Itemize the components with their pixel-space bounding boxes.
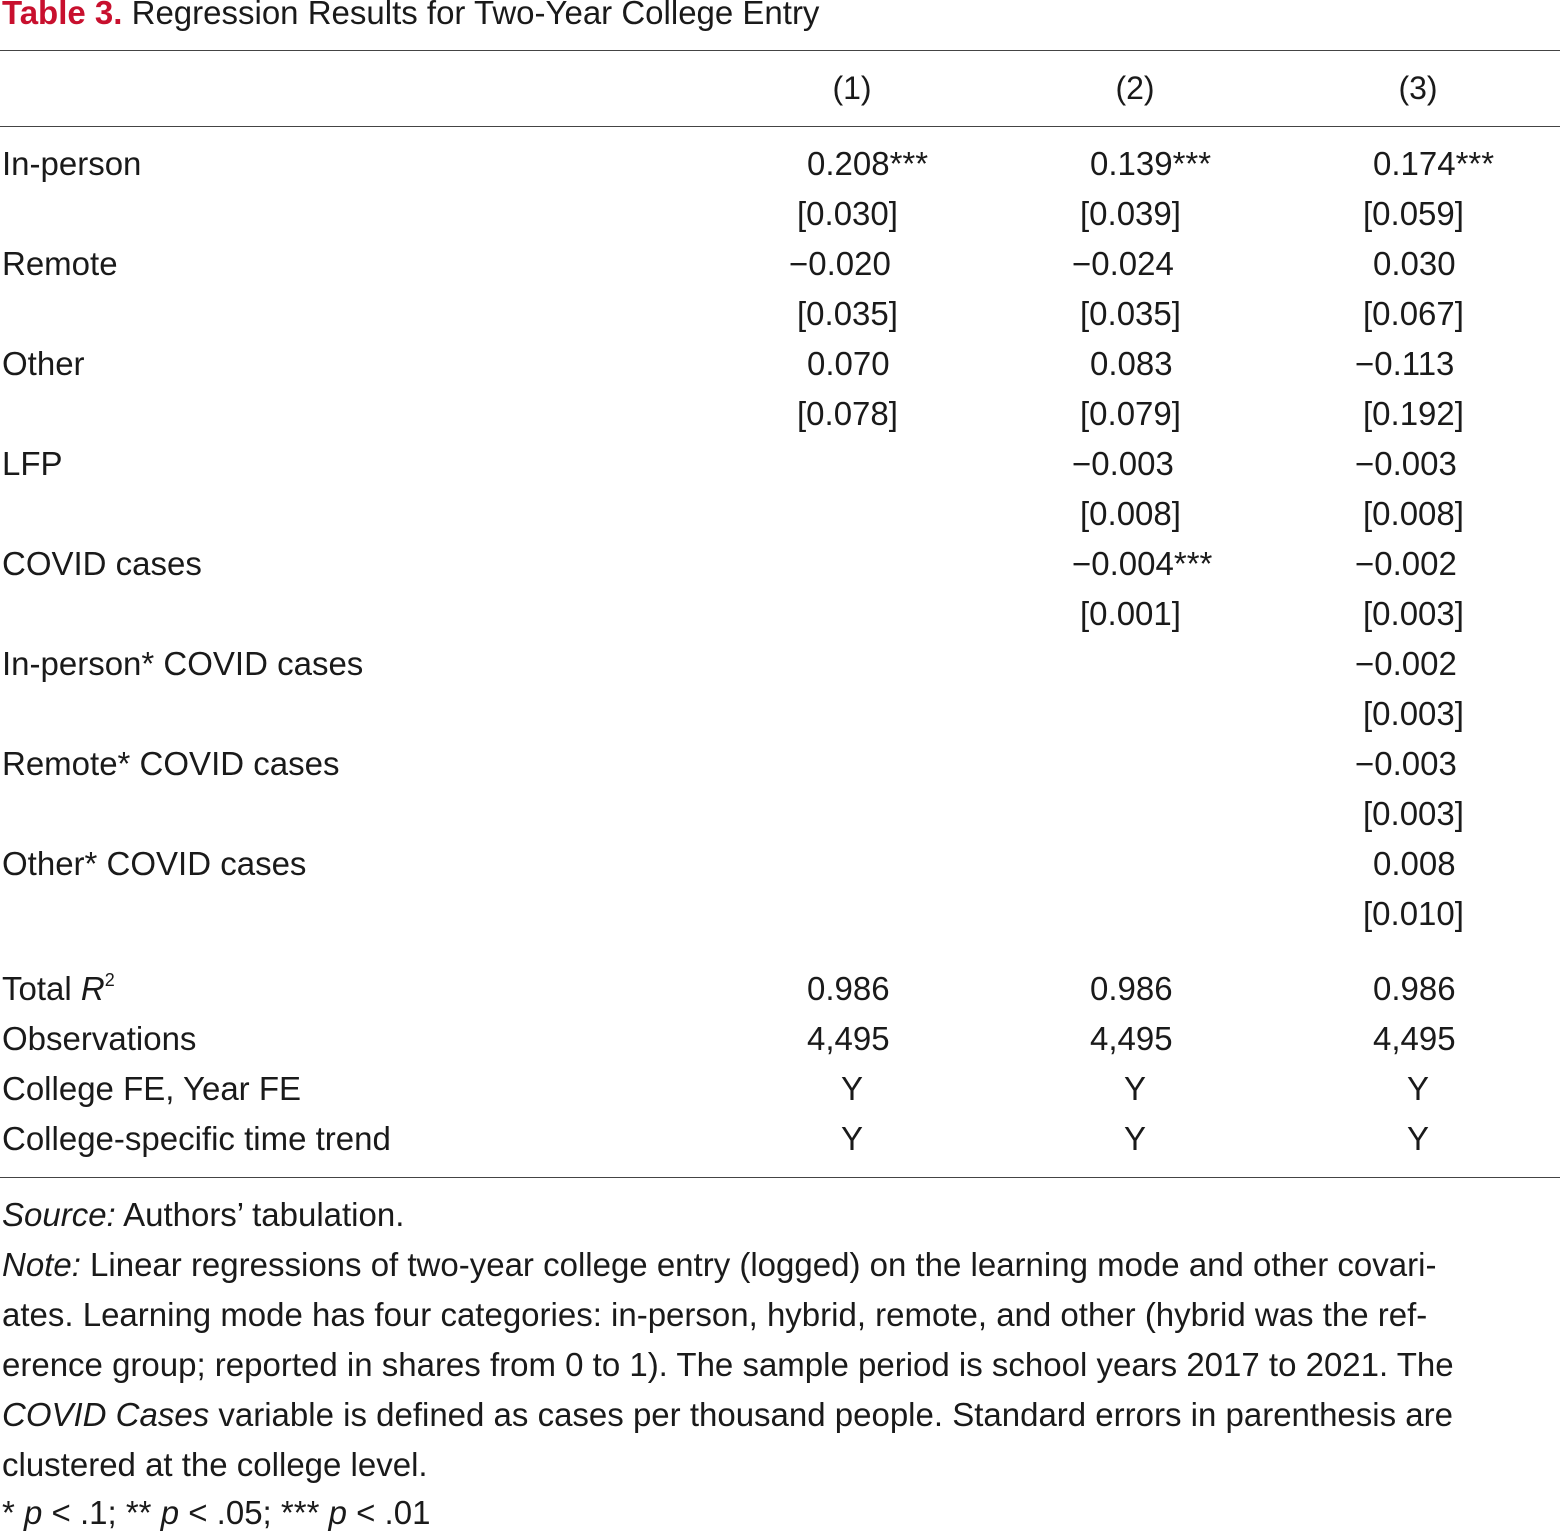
se-cell: [0.035] — [1080, 295, 1181, 332]
coef-cell: 0.174*** — [1373, 145, 1495, 182]
top-rule — [0, 50, 1560, 51]
se-cell: [0.059] — [1363, 195, 1464, 232]
coef-cell: −0.002 — [1355, 645, 1457, 682]
se-cell: [0.079] — [1080, 395, 1181, 432]
coef-cell: −0.024 — [1072, 245, 1174, 282]
coef-cell: 0.139*** — [1090, 145, 1212, 182]
coef-cell: −0.002 — [1355, 545, 1457, 582]
se-cell: [0.008] — [1363, 495, 1464, 532]
note-line: erence group; reported in shares from 0 to 1). The sample period is school years 2017 to 2021. The — [2, 1346, 1454, 1383]
source-note: Source: Authors’ tabulation. — [2, 1196, 405, 1233]
row-label: Total $R^2$ — [2, 970, 115, 1007]
stat-cell: Y — [840, 1120, 863, 1157]
row-label: In-person* COVID cases — [2, 645, 364, 682]
se-cell: [0.003] — [1363, 795, 1464, 832]
se-cell: [0.003] — [1363, 695, 1464, 732]
table-title — [2, 0, 819, 32]
stat-cell: 0.986 — [1090, 970, 1173, 1007]
row-label: College FE, Year FE — [2, 1070, 301, 1107]
table-number: Table 3. — [2, 0, 123, 31]
coef-cell: −0.003 — [1355, 445, 1457, 482]
stat-cell: Y — [1406, 1070, 1429, 1107]
coef-cell: 0.208*** — [807, 145, 929, 182]
significance-note: * p < .1; ** p < .05; *** p < .01 — [2, 1494, 431, 1531]
se-cell: [0.030] — [797, 195, 898, 232]
coef-cell: 0.030 — [1373, 245, 1456, 282]
se-cell: [0.008] — [1080, 495, 1181, 532]
note-line: Note: Linear regressions of two-year college entry (logged) on the learning mode and other covari- — [2, 1246, 1437, 1283]
row-label: Other* COVID cases — [2, 845, 307, 882]
se-cell: [0.039] — [1080, 195, 1181, 232]
row-label: COVID cases — [2, 545, 202, 582]
coef-cell: −0.003 — [1355, 745, 1457, 782]
note-line: COVID Cases variable is defined as cases per thousand people. Standard errors in parenthesis are — [2, 1396, 1453, 1433]
se-cell: [0.010] — [1363, 895, 1464, 932]
coef-cell: −0.020 — [789, 245, 891, 282]
column-header-1: (1) — [832, 70, 872, 106]
note-line: clustered at the college level. — [2, 1446, 428, 1483]
stat-cell: Y — [840, 1070, 863, 1107]
se-cell: [0.001] — [1080, 595, 1181, 632]
row-label: In-person — [2, 145, 142, 182]
note-line: ates. Learning mode has four categories: in-person, hybrid, remote, and other (hybrid was the ref- — [2, 1296, 1428, 1333]
coef-cell: 0.008 — [1373, 845, 1456, 882]
row-label: Other — [2, 345, 85, 382]
row-label: Observations — [2, 1020, 197, 1057]
se-cell: [0.192] — [1363, 395, 1464, 432]
coef-cell: 0.070 — [807, 345, 890, 382]
stat-cell: 0.986 — [1373, 970, 1456, 1007]
stat-cell: Y — [1123, 1070, 1146, 1107]
column-header-3: (3) — [1398, 70, 1438, 106]
stat-cell: 4,495 — [1373, 1020, 1456, 1057]
row-label: College-specific time trend — [2, 1120, 391, 1157]
coef-cell: −0.003 — [1072, 445, 1174, 482]
bottom-rule — [0, 1177, 1560, 1178]
stat-cell: 4,495 — [807, 1020, 890, 1057]
se-cell: [0.003] — [1363, 595, 1464, 632]
header-rule — [0, 126, 1560, 127]
row-label: Remote* COVID cases — [2, 745, 340, 782]
coef-cell: 0.083 — [1090, 345, 1173, 382]
coef-cell: −0.004*** — [1072, 545, 1213, 582]
row-label: LFP — [2, 445, 63, 482]
stat-cell: Y — [1406, 1120, 1429, 1157]
table-caption: Regression Results for Two-Year College Entry — [131, 0, 820, 31]
row-label: Remote — [2, 245, 118, 282]
se-cell: [0.067] — [1363, 295, 1464, 332]
se-cell: [0.035] — [797, 295, 898, 332]
stat-cell: 4,495 — [1090, 1020, 1173, 1057]
stat-cell: Y — [1123, 1120, 1146, 1157]
stat-cell: 0.986 — [807, 970, 890, 1007]
column-header-2: (2) — [1115, 70, 1155, 106]
se-cell: [0.078] — [797, 395, 898, 432]
coef-cell: −0.113 — [1355, 345, 1455, 382]
